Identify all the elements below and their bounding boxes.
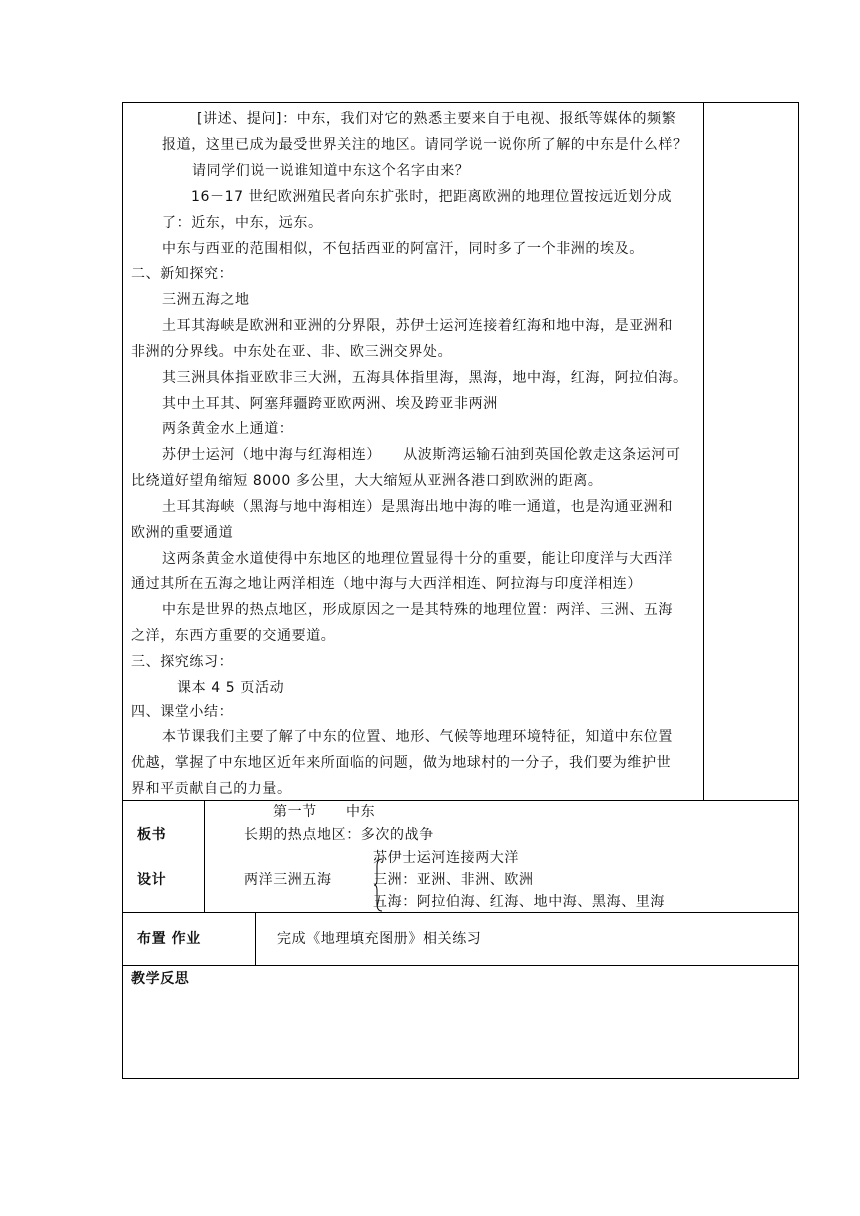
lesson-line: 其三洲具体指亚欧非三大洲，五海具体指里海，黑海，地中海，红海，阿拉伯海。 (162, 370, 688, 386)
lesson-line: 其中土耳其、阿塞拜疆跨亚欧两洲、埃及跨亚非两洲 (162, 396, 498, 412)
lesson-line: 非洲的分界线。中东处在亚、非、欧三洲交界处。 (131, 344, 453, 360)
board-title: 第一节 中东 (273, 804, 376, 820)
lesson-line: 比绕道好望角缩短 8000 多公里，大大缩短从亚洲各港口到欧洲的距离。 (131, 473, 603, 489)
lesson-line: 这两条黄金水道使得中东地区的地理位置显得十分的重要，能让印度洋与大西洋 (162, 551, 673, 567)
section-heading: 二、新知探究： (131, 266, 234, 282)
board-label-bottom: 设计 (137, 872, 167, 888)
lesson-line: 土耳其海峡是欧洲和亚洲的分界限，苏伊士运河连接着红海和地中海，是亚洲和 (162, 318, 673, 334)
lesson-line: 土耳其海峡（黑海与地中海相连）是黑海出地中海的唯一通道，也是沟通亚洲和 (162, 499, 673, 515)
section-heading: 四、课堂小结： (131, 704, 234, 720)
lesson-line: 之洋，东西方重要的交通要道。 (131, 628, 336, 644)
board-label-top: 板书 (137, 827, 167, 843)
lesson-line: 请同学们说一说谁知道中东这个名字由来？ (192, 163, 470, 179)
lesson-line: 苏伊士运河（地中海与红海相连） 从波斯湾运输石油到英国伦敦走这条运河可 (162, 447, 681, 463)
homework-label-divider (255, 912, 256, 966)
homework-row-top-border (122, 912, 799, 913)
lesson-line: 中东与西亚的范围相似，不包括西亚的阿富汗，同时多了一个非洲的埃及。 (162, 241, 644, 257)
table-border-top (122, 102, 799, 103)
board-branch: 五海：阿拉伯海、红海、地中海、黑海、里海 (373, 894, 665, 910)
table-border-right (798, 102, 799, 1079)
lesson-line: 优越，掌握了中东地区近年来所面临的问题，做为地球村的一分子，我们要为维护世 (131, 755, 672, 771)
lesson-notes-divider (703, 102, 704, 801)
board-branch: 三洲：亚洲、非洲、欧洲 (373, 872, 534, 888)
lesson-line: 本节课我们主要了解了中东的位置、地形、气候等地理环境特征，知道中东位置 (162, 729, 673, 745)
board-line: 长期的热点地区：多次的战争 (244, 827, 434, 843)
table-border-bottom (122, 1078, 799, 1079)
board-branch: 苏伊士运河连接两大洋 (373, 850, 519, 866)
lesson-line: 课本 4 5 页活动 (177, 680, 285, 696)
lesson-line: 报道，这里已成为最受世界关注的地区。请同学说一说你所了解的中东是什么样？ (162, 137, 688, 153)
lesson-line: [讲述、提问]：中东，我们对它的熟悉主要来自于电视、报纸等媒体的频繁 (197, 111, 677, 127)
lesson-line: 三洲五海之地 (162, 292, 250, 308)
lesson-line: 界和平贡献自己的力量。 (131, 781, 292, 797)
board-row-top-border (122, 800, 799, 801)
lesson-line: 中东是世界的热点地区，形成原因之一是其特殊的地理位置：两洋、三洲、五海 (162, 602, 673, 618)
lesson-line: 两条黄金水上通道： (162, 421, 294, 437)
table-border-left (122, 102, 123, 1079)
homework-label: 布置 作业 (137, 931, 201, 947)
reflection-row-top-border (122, 965, 799, 966)
lesson-line: 了：近东，中东，远东。 (162, 215, 323, 231)
lesson-line: 欧洲的重要通道 (131, 525, 234, 541)
board-line: 两洋三洲五海 (244, 872, 332, 888)
lesson-line: 16－17 世纪欧洲殖民者向东扩张时，把距离欧洲的地理位置按远近划分成 (191, 189, 673, 205)
reflection-label: 教学反思 (131, 971, 190, 987)
lesson-line: 通过其所在五海之地让两洋相连（地中海与大西洋相连、阿拉海与印度洋相连） (131, 576, 642, 592)
section-heading: 三、探究练习： (131, 654, 234, 670)
homework-content: 完成《地理填充图册》相关练习 (277, 931, 482, 947)
board-label-divider (204, 800, 205, 913)
